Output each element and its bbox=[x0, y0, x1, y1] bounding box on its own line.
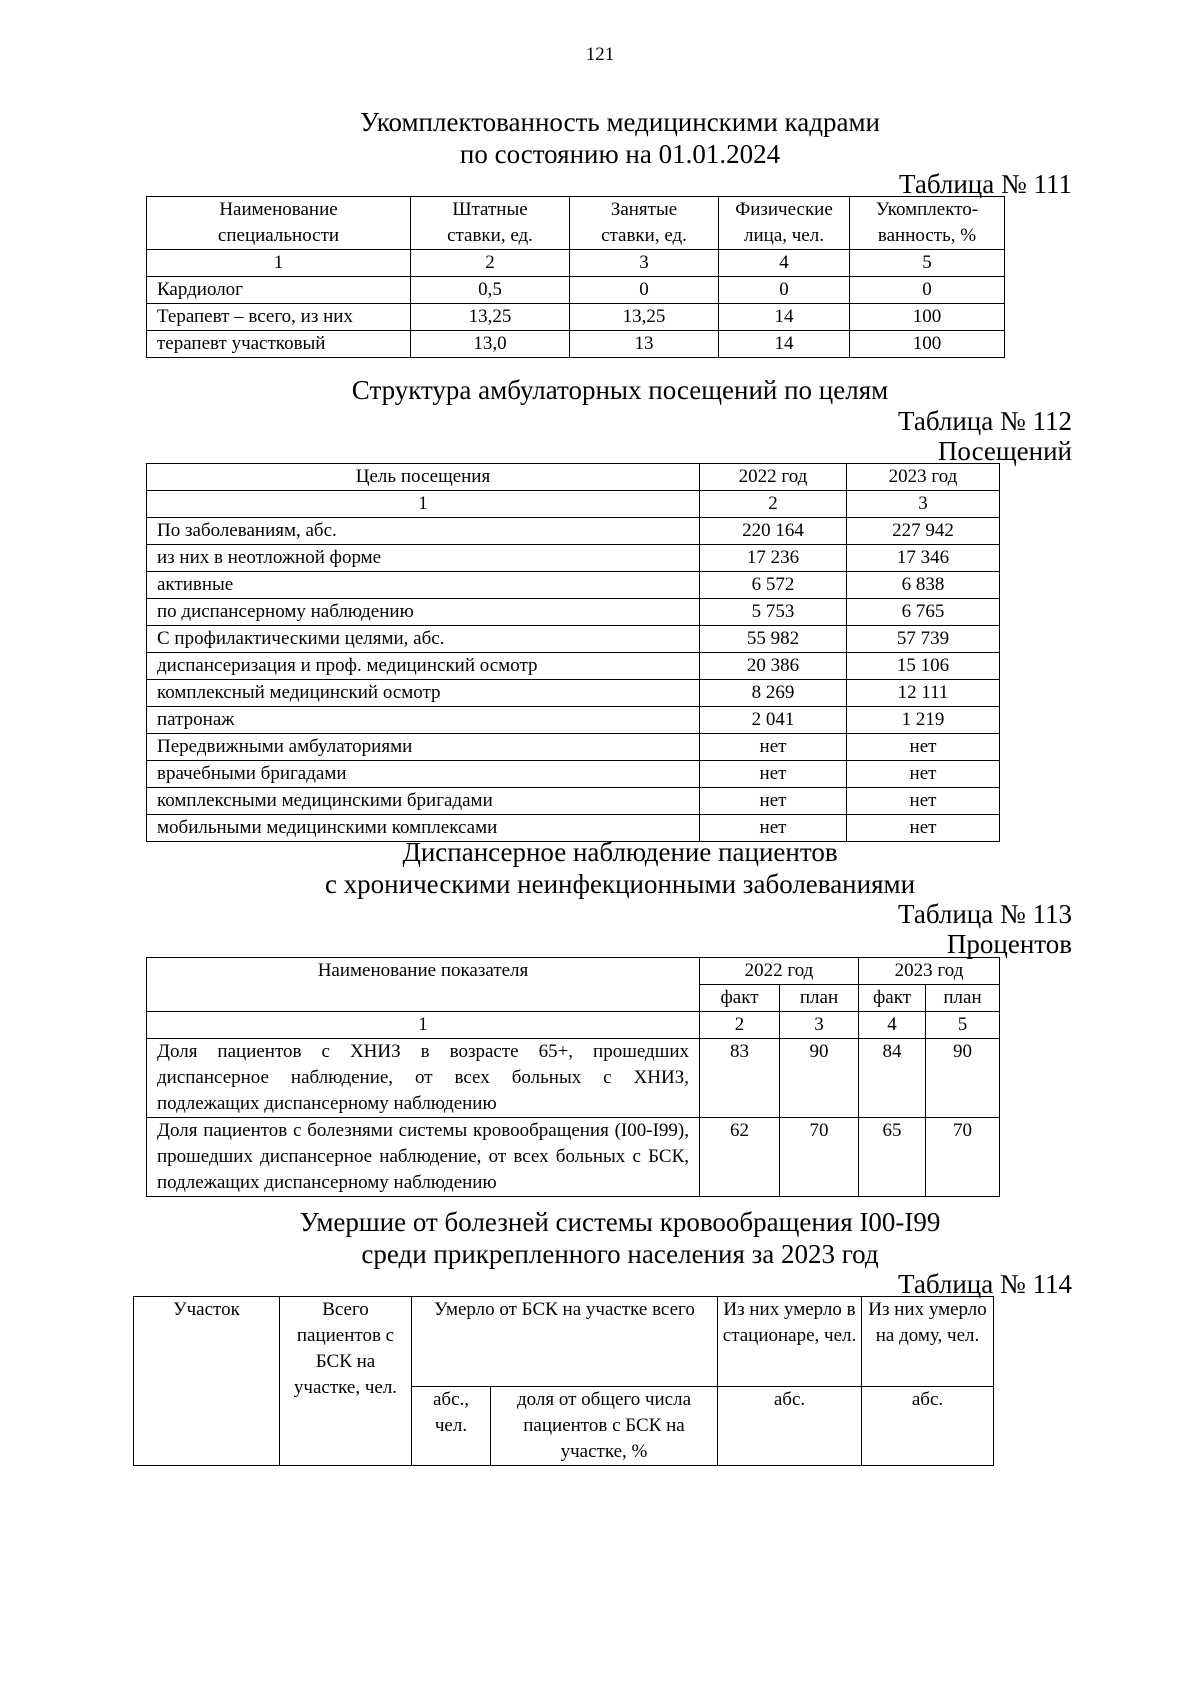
cell-value: нет bbox=[700, 788, 847, 815]
cell-value: 1 219 bbox=[847, 707, 1000, 734]
column-number: 4 bbox=[719, 250, 850, 277]
page-number: 121 bbox=[585, 44, 615, 65]
column-number: 2 bbox=[411, 250, 570, 277]
column-number: 3 bbox=[780, 1012, 859, 1039]
row-label: диспансеризация и проф. медицинский осмотр bbox=[147, 653, 700, 680]
cell-value: 227 942 bbox=[847, 518, 1000, 545]
table-112 bbox=[146, 463, 1000, 842]
cell-value: 65 bbox=[859, 1118, 926, 1197]
cell-value: 6 572 bbox=[700, 572, 847, 599]
row-label: активные bbox=[147, 572, 700, 599]
table-112-title: Структура амбулаторных посещений по целям bbox=[351, 375, 889, 405]
table-row bbox=[147, 277, 1005, 304]
cell-value: нет bbox=[700, 734, 847, 761]
cell-value: 14 bbox=[719, 331, 850, 358]
cell-value: 20 386 bbox=[700, 653, 847, 680]
subheader-plan: план bbox=[926, 985, 1000, 1012]
table-112-header-cell: Цель посещения bbox=[147, 464, 700, 491]
table-111-number-row bbox=[147, 250, 1005, 277]
cell-value: нет bbox=[847, 815, 1000, 842]
cell-value: 12 111 bbox=[847, 680, 1000, 707]
table-111-label: Таблица № 111 bbox=[899, 169, 1072, 199]
table-111 bbox=[146, 196, 1005, 358]
table-112-unit: Посещений bbox=[937, 436, 1072, 466]
table-row bbox=[147, 626, 1000, 653]
table-113-header-name: Наименование показателя bbox=[147, 958, 700, 1012]
column-number: 1 bbox=[147, 250, 411, 277]
cell-value: 13,0 bbox=[411, 331, 570, 358]
row-label: Кардиолог bbox=[147, 277, 411, 304]
table-row bbox=[147, 653, 1000, 680]
cell-value: 55 982 bbox=[700, 626, 847, 653]
row-label: комплексный медицинский осмотр bbox=[147, 680, 700, 707]
subheader-fact: факт bbox=[700, 985, 780, 1012]
table-row bbox=[147, 680, 1000, 707]
header-died-home: Из них умерло на дому, чел. bbox=[862, 1297, 994, 1387]
column-number: 3 bbox=[847, 491, 1000, 518]
subheader-abs: абс. bbox=[862, 1387, 994, 1466]
table-113-header-row bbox=[147, 958, 1000, 985]
subheader-share: доля от общего числа пациентов с БСК на участке, % bbox=[491, 1387, 718, 1466]
row-label: Доля пациентов с болезнями системы кровообращения (I00-I99), прошедших диспансерное наблюдение, от всех больных с БСК, подлежащих диспансерному наблюдению bbox=[147, 1118, 700, 1197]
column-number: 5 bbox=[850, 250, 1005, 277]
table-111-header-cell: Физические лица, чел. bbox=[719, 197, 850, 250]
row-label: Доля пациентов с ХНИЗ в возрасте 65+, прошедших диспансерное наблюдение, от всех больных с ХНИЗ, подлежащих диспансерному наблюдению bbox=[147, 1039, 700, 1118]
subheader-plan: план bbox=[780, 985, 859, 1012]
row-label: по диспансерному наблюдению bbox=[147, 599, 700, 626]
column-number: 1 bbox=[147, 491, 700, 518]
cell-value: 70 bbox=[780, 1118, 859, 1197]
table-112-label: Таблица № 112 bbox=[898, 406, 1072, 436]
column-number: 2 bbox=[700, 1012, 780, 1039]
cell-value: 90 bbox=[780, 1039, 859, 1118]
cell-value: 84 bbox=[859, 1039, 926, 1118]
table-row bbox=[147, 1118, 1000, 1197]
column-number: 2 bbox=[700, 491, 847, 518]
table-row bbox=[147, 734, 1000, 761]
cell-value: 17 236 bbox=[700, 545, 847, 572]
table-111-header-cell: Штатные ставки, ед. bbox=[411, 197, 570, 250]
table-114 bbox=[133, 1296, 994, 1466]
row-label: С профилактическими целями, абс. bbox=[147, 626, 700, 653]
cell-value: 90 bbox=[926, 1039, 1000, 1118]
table-111-header-cell: Укомплекто- ванность, % bbox=[850, 197, 1005, 250]
subheader-abs: абс. bbox=[718, 1387, 862, 1466]
table-111-header-cell: Наименование специальности bbox=[147, 197, 411, 250]
cell-value: 0 bbox=[570, 277, 719, 304]
subheader-fact: факт bbox=[859, 985, 926, 1012]
cell-value: 100 bbox=[850, 304, 1005, 331]
table-112-header-cell: 2023 год bbox=[847, 464, 1000, 491]
table-111-header-row bbox=[147, 197, 1005, 250]
table-row bbox=[147, 1039, 1000, 1118]
cell-value: 70 bbox=[926, 1118, 1000, 1197]
cell-value: 0 bbox=[850, 277, 1005, 304]
cell-value: нет bbox=[847, 788, 1000, 815]
cell-value: 8 269 bbox=[700, 680, 847, 707]
table-113-title-line1: Диспансерное наблюдение пациентов bbox=[402, 837, 838, 867]
header-total-patients: Всего пациентов с БСК на участке, чел. bbox=[280, 1297, 412, 1466]
table-112-header-cell: 2022 год bbox=[700, 464, 847, 491]
cell-value: нет bbox=[700, 761, 847, 788]
table-111-title-line1: Укомплектованность медицинскими кадрами bbox=[359, 107, 880, 137]
table-row bbox=[147, 545, 1000, 572]
table-114-label: Таблица № 114 bbox=[898, 1269, 1072, 1299]
cell-value: 5 753 bbox=[700, 599, 847, 626]
cell-value: 0 bbox=[719, 277, 850, 304]
cell-value: 6 838 bbox=[847, 572, 1000, 599]
cell-value: 14 bbox=[719, 304, 850, 331]
cell-value: 6 765 bbox=[847, 599, 1000, 626]
cell-value: 13,25 bbox=[411, 304, 570, 331]
column-number: 4 bbox=[859, 1012, 926, 1039]
cell-value: 100 bbox=[850, 331, 1005, 358]
header-died-total: Умерло от БСК на участке всего bbox=[412, 1297, 718, 1387]
table-114-header-row bbox=[134, 1297, 994, 1387]
column-number: 3 bbox=[570, 250, 719, 277]
table-114-title-line2: среди прикрепленного населения за 2023 год bbox=[361, 1239, 879, 1269]
cell-value: 2 041 bbox=[700, 707, 847, 734]
header-area: Участок bbox=[134, 1297, 280, 1466]
table-row bbox=[147, 304, 1005, 331]
table-111-header-cell: Занятые ставки, ед. bbox=[570, 197, 719, 250]
table-113-title-line2: с хроническими неинфекционными заболеваниями bbox=[324, 869, 916, 899]
subheader-abs-chel: абс., чел. bbox=[412, 1387, 491, 1466]
table-111-title-line2: по состоянию на 01.01.2024 bbox=[459, 139, 781, 169]
cell-value: 62 bbox=[700, 1118, 780, 1197]
table-113-number-row bbox=[147, 1012, 1000, 1039]
cell-value: нет bbox=[847, 734, 1000, 761]
cell-value: 13 bbox=[570, 331, 719, 358]
row-label: Терапевт – всего, из них bbox=[147, 304, 411, 331]
table-113-year-2022: 2022 год bbox=[700, 958, 859, 985]
cell-value: 17 346 bbox=[847, 545, 1000, 572]
table-113 bbox=[146, 957, 1000, 1197]
table-112-number-row bbox=[147, 491, 1000, 518]
row-label: Передвижными амбулаториями bbox=[147, 734, 700, 761]
cell-value: 57 739 bbox=[847, 626, 1000, 653]
table-row bbox=[147, 707, 1000, 734]
row-label: врачебными бригадами bbox=[147, 761, 700, 788]
cell-value: 15 106 bbox=[847, 653, 1000, 680]
table-112-header-row bbox=[147, 464, 1000, 491]
table-row bbox=[147, 518, 1000, 545]
cell-value: 83 bbox=[700, 1039, 780, 1118]
table-row bbox=[147, 331, 1005, 358]
cell-value: 13,25 bbox=[570, 304, 719, 331]
table-row bbox=[147, 572, 1000, 599]
cell-value: 220 164 bbox=[700, 518, 847, 545]
cell-value: 0,5 bbox=[411, 277, 570, 304]
cell-value: нет bbox=[847, 761, 1000, 788]
table-113-unit: Процентов bbox=[946, 929, 1072, 959]
column-number: 5 bbox=[926, 1012, 1000, 1039]
row-label: терапевт участковый bbox=[147, 331, 411, 358]
table-113-label: Таблица № 113 bbox=[898, 899, 1072, 929]
table-row bbox=[147, 788, 1000, 815]
row-label: комплексными медицинскими бригадами bbox=[147, 788, 700, 815]
row-label: из них в неотложной форме bbox=[147, 545, 700, 572]
row-label: мобильными медицинскими комплексами bbox=[147, 815, 700, 842]
column-number: 1 bbox=[147, 1012, 700, 1039]
header-died-hospital: Из них умерло в стационаре, чел. bbox=[718, 1297, 862, 1387]
table-row bbox=[147, 761, 1000, 788]
cell-value: нет bbox=[700, 815, 847, 842]
table-113-year-2023: 2023 год bbox=[859, 958, 1000, 985]
table-row bbox=[147, 599, 1000, 626]
table-114-title-line1: Умершие от болезней системы кровообращения I00-I99 bbox=[299, 1207, 941, 1237]
row-label: По заболеваниям, абс. bbox=[147, 518, 700, 545]
row-label: патронаж bbox=[147, 707, 700, 734]
